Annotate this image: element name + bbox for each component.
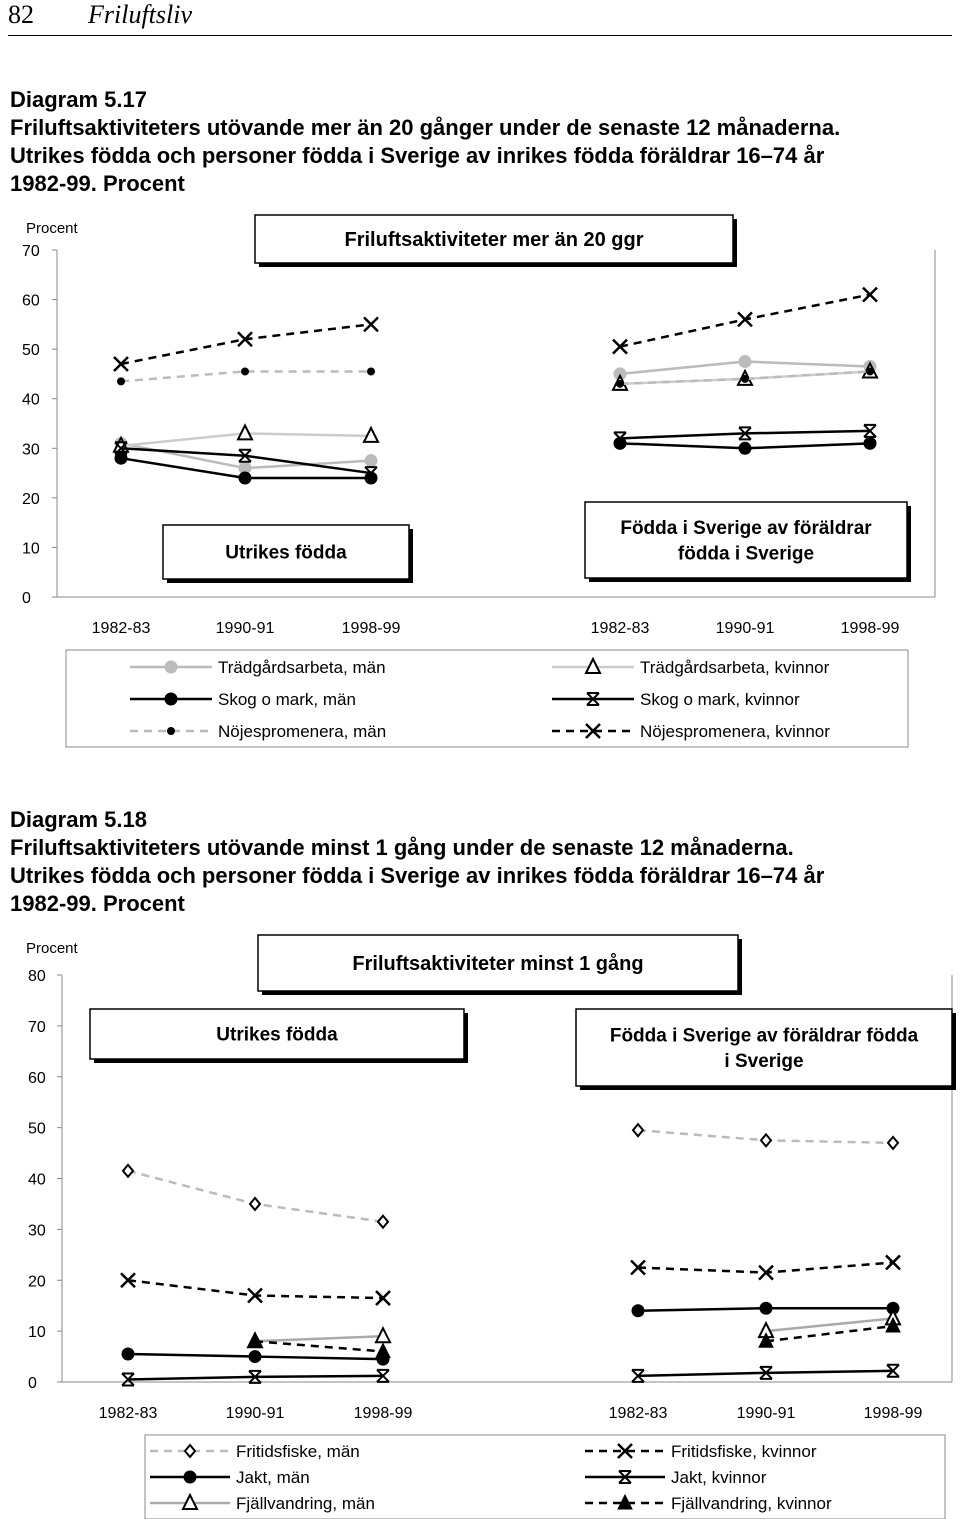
y-tick-label: 0 [28,1375,37,1392]
series-fritidsfiske-m-n [123,1124,898,1228]
caption-line: 1982-99. Procent [10,171,185,196]
y-tick-label: 30 [22,441,40,459]
panel-label-text: Födda i Sverige av föräldrar [620,517,872,539]
data-point [376,1291,390,1305]
legend-marker [165,661,177,673]
y-tick-label: 10 [22,540,40,558]
legend-label: Trädgårdsarbeta, män [218,658,386,677]
series-n-jespromenera-kvinnor [114,288,877,371]
legend-label: Fjällvandring, män [236,1494,375,1513]
data-point [249,1351,261,1363]
y-tick-label: 20 [28,1273,46,1291]
x-tick-label: 1990-91 [736,1405,796,1422]
series-fritidsfiske-kvinnor [121,1255,900,1305]
y-tick-label: 50 [22,342,40,360]
data-point [866,367,874,375]
panel-label-text: Utrikes födda [225,542,347,564]
y-tick-label: 60 [28,1069,46,1087]
y-tick-label: 60 [22,292,40,310]
caption-line: Utrikes födda och personer födda i Sverige av inrikes födda föräldrar 16–74 år [10,863,825,888]
caption-line: Friluftsaktiviteters utövande mer än 20 gånger under de senaste 12 månaderna. [10,115,841,140]
chart-title-text: Friluftsaktiviteter minst 1 gång [352,953,644,975]
x-tick-label: 1982-83 [590,620,650,637]
panel-label-text: i Sverige [724,1050,804,1072]
page-header [0,0,960,40]
series-skog-o-mark-kvinnor [115,425,876,479]
legend-label: Fjällvandring, kvinnor [671,1494,832,1513]
page-section-title: Friluftsliv [88,0,192,29]
panel-label-text: födda i Sverige [677,543,815,565]
y-tick-label: 40 [22,391,40,409]
data-point [117,377,125,385]
series-line [255,1341,383,1351]
data-point [739,442,751,454]
caption-line: Friluftsaktiviteters utövande minst 1 gång under de senaste 12 månaderna. [10,835,794,860]
x-tick-label: 1982-83 [608,1405,668,1422]
legend-marker [165,693,177,705]
data-point [122,1348,134,1360]
series-line [255,1336,383,1341]
legend-label: Fritidsfiske, kvinnor [671,1442,817,1461]
data-point [378,1216,388,1228]
legend-label: Trädgårdsarbeta, kvinnor [640,658,830,677]
legend-label: Nöjespromenera, kvinnor [640,722,830,741]
x-tick-label: 1990-91 [225,1405,285,1422]
page-number: 82 [8,0,34,29]
legend-label: Skog o mark, kvinnor [640,690,800,709]
x-tick-label: 1998-99 [341,620,401,637]
panel-label-text: Födda i Sverige av föräldrar födda [609,1025,919,1047]
caption-label: Diagram 5.17 [10,87,147,112]
x-tick-label: 1982-83 [98,1405,158,1422]
series-jakt-m-n [122,1302,899,1365]
data-point [364,317,378,331]
data-point [741,375,749,383]
data-point [376,1343,390,1357]
data-point [123,1165,133,1177]
series-fj-llvandring-m-n [248,1310,900,1347]
diagram-caption-2 [10,806,950,918]
y-tick-label: 50 [28,1120,46,1138]
y-tick-label: 0 [22,590,31,607]
data-point [886,1255,900,1269]
y-tick-label: 10 [28,1324,46,1342]
x-tick-label: 1982-83 [91,620,151,637]
header-rule [8,35,952,36]
data-point [864,437,876,449]
caption-line: Utrikes födda och personer födda i Sverige av inrikes födda föräldrar 16–74 år [10,143,825,168]
data-point [632,1305,644,1317]
legend-label: Jakt, män [236,1468,310,1487]
series-line [128,1171,383,1222]
data-point [239,472,251,484]
data-point [367,367,375,375]
data-point [241,367,249,375]
series-skog-o-mark-m-n [115,437,876,484]
legend-label: Nöjespromenera, män [218,722,387,741]
y-tick-label: 70 [28,1018,46,1036]
legend-label: Jakt, kvinnor [671,1468,767,1487]
data-point [760,1302,772,1314]
data-point [365,455,377,467]
caption-label: Diagram 5.18 [10,807,147,832]
x-tick-label: 1998-99 [863,1405,923,1422]
chart-outdoor-more-than-20 [0,205,960,755]
y-tick-label: 40 [28,1171,46,1189]
y-tick-label: 20 [22,490,40,508]
data-point [761,1134,771,1146]
legend-label: Skog o mark, män [218,690,356,709]
x-tick-label: 1990-91 [215,620,275,637]
data-point [739,356,751,368]
chart-outdoor-at-least-once [0,925,960,1519]
data-point [633,1124,643,1136]
legend-marker [167,727,175,735]
panel-label-text: Utrikes födda [216,1024,338,1046]
data-point [888,1137,898,1149]
series-tr-dg-rdsarbeta-m-n [115,356,876,475]
series-n-jespromenera-m-n [117,367,874,387]
data-point [250,1198,260,1210]
x-tick-label: 1998-99 [353,1405,413,1422]
x-tick-label: 1990-91 [715,620,775,637]
diagram-caption-1 [10,86,950,198]
caption-line: 1982-99. Procent [10,891,185,916]
legend-label: Fritidsfiske, män [236,1442,360,1461]
data-point [863,288,877,302]
y-axis-title: Procent [26,220,78,237]
x-tick-label: 1998-99 [840,620,900,637]
chart-title-text: Friluftsaktiviteter mer än 20 ggr [344,229,644,251]
series-line [121,324,371,364]
y-axis-title: Procent [26,940,78,957]
y-tick-label: 30 [28,1222,46,1240]
series-line [766,1318,893,1331]
data-point [616,380,624,388]
panel-label-box [576,1009,952,1086]
legend-marker [184,1471,196,1483]
y-tick-label: 70 [22,243,40,260]
y-tick-label: 80 [28,968,46,985]
panel-label-box [585,502,907,578]
